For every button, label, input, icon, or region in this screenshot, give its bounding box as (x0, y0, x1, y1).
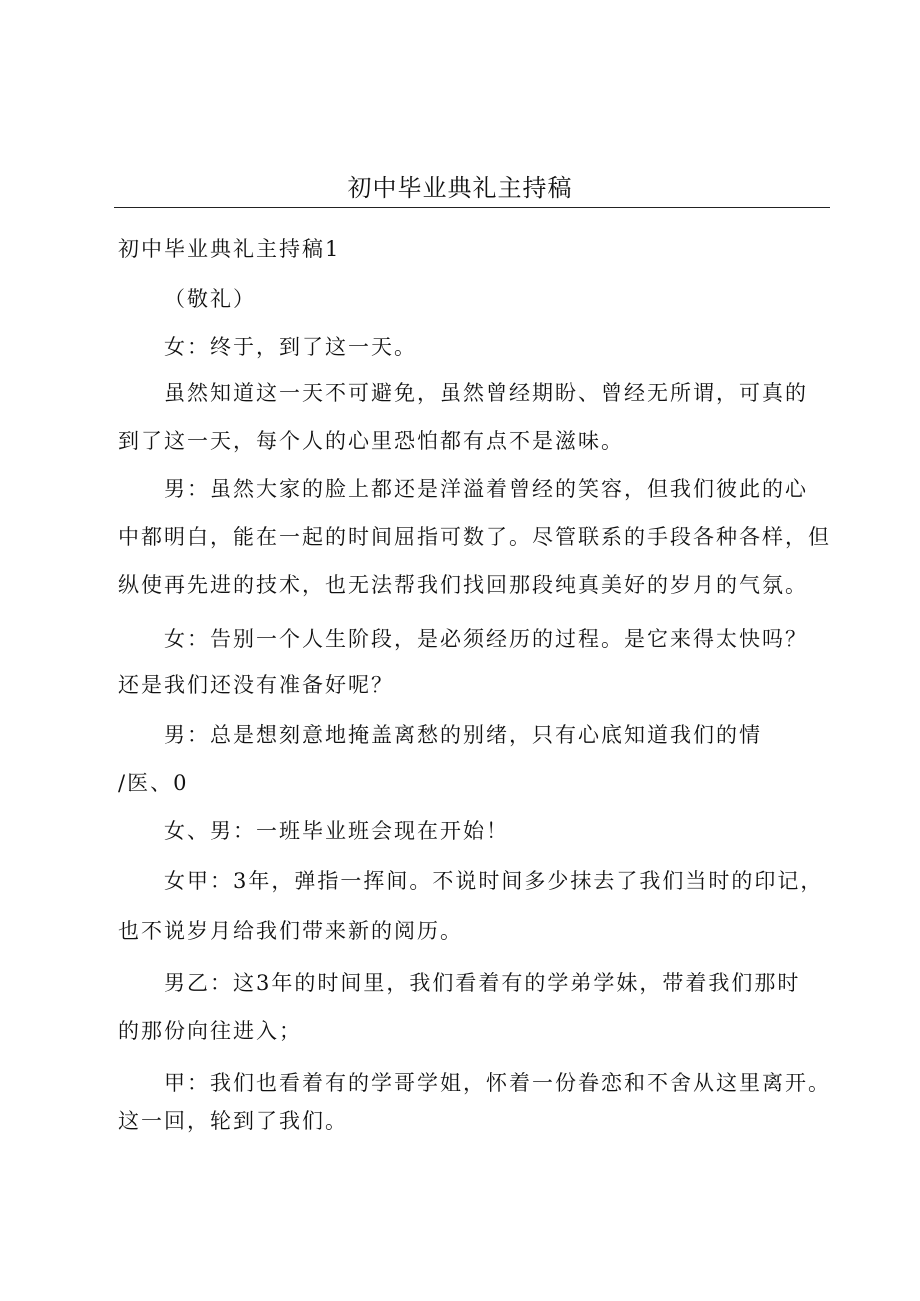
paragraph-line: 男：总是想刻意地掩盖离愁的别绪，只有心底知道我们的情 (164, 723, 762, 747)
paragraph-line: 还是我们还没有准备好呢？ (118, 673, 394, 697)
paragraph-line: （敬礼） (164, 287, 256, 311)
paragraph-line: 女、男：一班毕业班会现在开始！ (164, 819, 509, 843)
paragraph-line: 甲：我们也看着有的学哥学姐，怀着一份眷恋和不舍从这里离开。 (164, 1071, 831, 1095)
paragraph-line: 到了这一天，每个人的心里恐怕都有点不是滋味。 (118, 429, 624, 453)
paragraph-line: 男：虽然大家的脸上都还是洋溢着曾经的笑容，但我们彼此的心 (164, 477, 808, 501)
paragraph-line: 虽然知道这一天不可避免，虽然曾经期盼、曾经无所谓，可真的 (164, 381, 808, 405)
document-title: 初中毕业典礼主持稿 (347, 174, 573, 202)
paragraph-line: /医、0 (118, 771, 189, 795)
paragraph-line: 女甲：3年，弹指一挥间。不说时间多少抹去了我们当时的印记， (164, 869, 824, 893)
paragraph-line: 女：告别一个人生阶段，是必须经历的过程。是它来得太快吗？ (164, 627, 808, 651)
paragraph-line: 也不说岁月给我们带来新的阅历。 (118, 919, 463, 943)
paragraph-line: 女：终于，到了这一天。 (164, 335, 417, 359)
paragraph-line: 男乙：这3年的时间里，我们看着有的学弟学妹，带着我们那时 (164, 971, 801, 995)
section-heading: 初中毕业典礼主持稿1 (118, 237, 341, 261)
paragraph-line: 的那份向往进入； (118, 1019, 302, 1043)
paragraph-line: 纵使再先进的技术，也无法帮我们找回那段纯真美好的岁月的气氛。 (118, 573, 808, 597)
title-divider (114, 207, 830, 208)
paragraph-line: 这一回，轮到了我们。 (118, 1109, 348, 1133)
paragraph-line: 中都明白，能在一起的时间屈指可数了。尽管联系的手段各种各样，但 (118, 525, 831, 549)
